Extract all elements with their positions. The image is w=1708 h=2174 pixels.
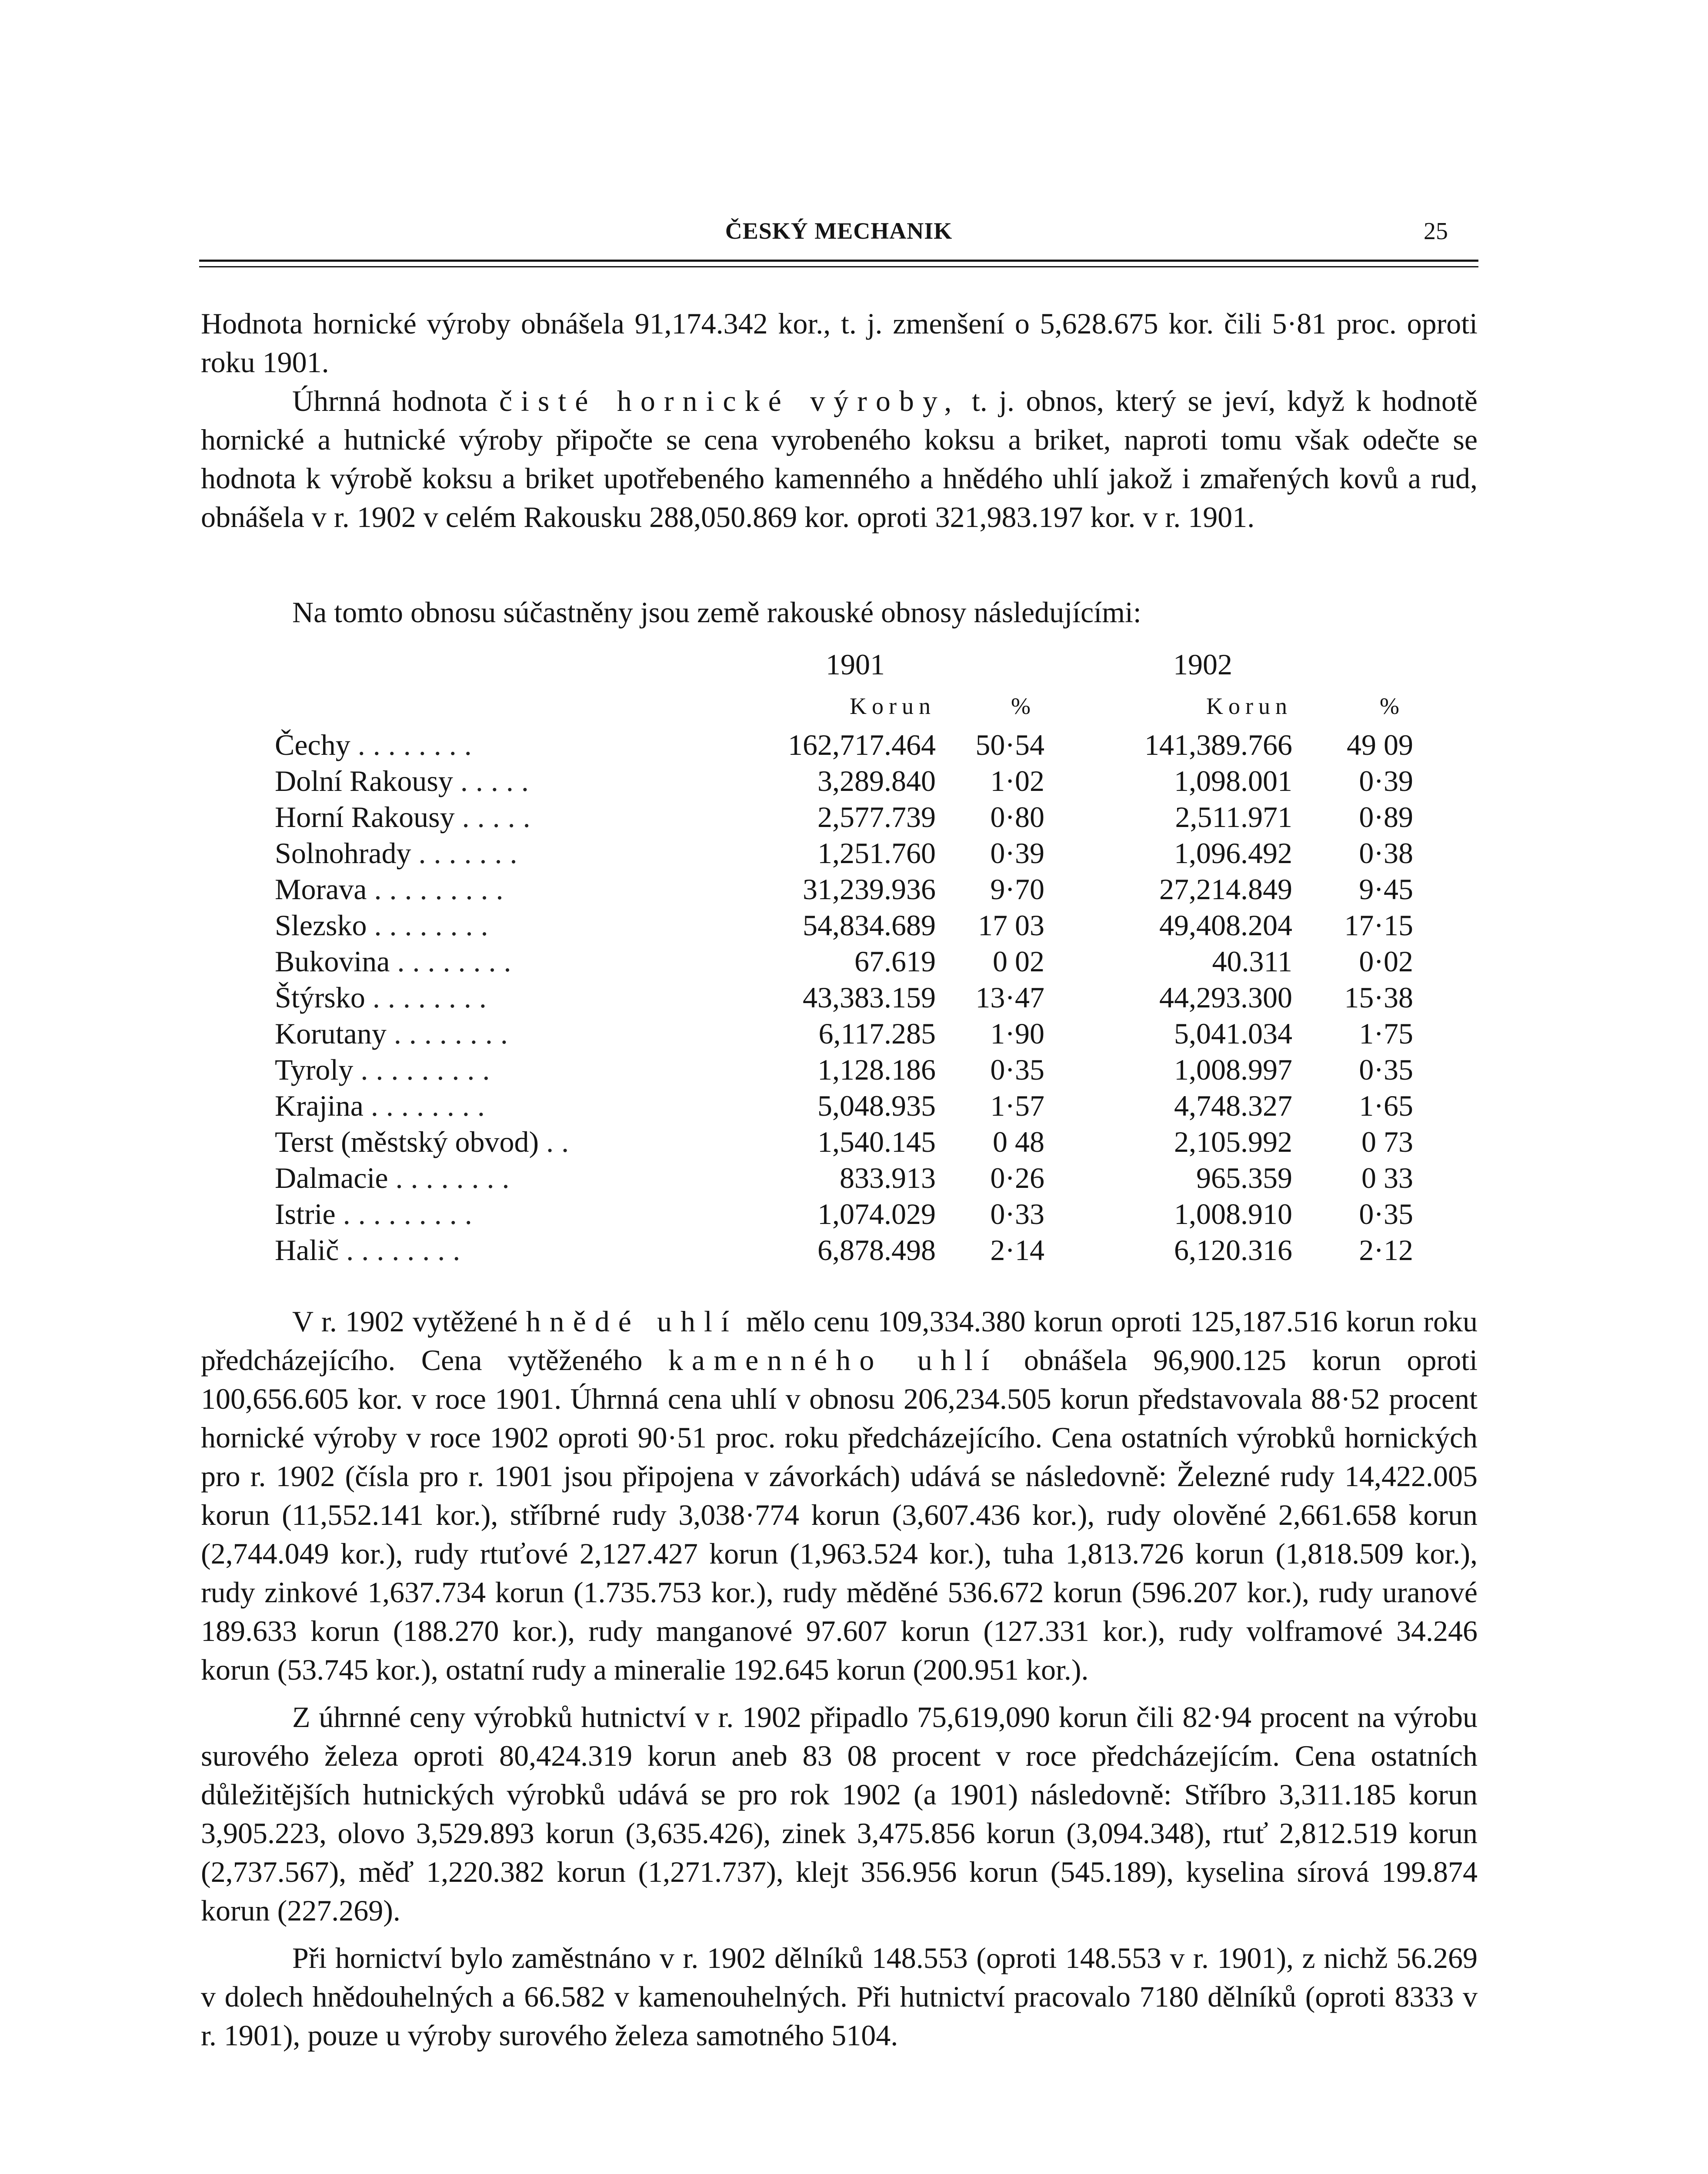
region-name: Solnohrady .......	[275, 837, 525, 870]
percent-1902: 15·38	[1344, 981, 1413, 1014]
korun-1902: 1,008.997	[1174, 1053, 1292, 1086]
coal-lead: V r. 1902 vytěžené	[292, 1305, 526, 1338]
region-name: Istrie .........	[275, 1197, 480, 1230]
percent-1901: 2·14	[990, 1234, 1044, 1267]
korun-1902: 1,008.910	[1174, 1197, 1292, 1230]
korun-1902: 1,096.492	[1174, 837, 1292, 870]
korun-1902: 44,293.300	[1159, 981, 1292, 1014]
korun-1901: 6,878.498	[817, 1234, 936, 1267]
percent-1901: 1·90	[990, 1017, 1044, 1050]
korun-1901: 3,289.840	[817, 764, 936, 797]
table-year-row	[275, 644, 1413, 685]
black-coal-spaced-term: kamenného uhlí	[668, 1344, 998, 1377]
region-name: Štýrsko ........	[275, 981, 494, 1014]
table-row	[275, 1232, 1413, 1268]
region-name: Halič ........	[275, 1234, 468, 1267]
korun-1902: 2,105.992	[1174, 1125, 1292, 1158]
table-row	[275, 1124, 1413, 1160]
percent-1901: 9·70	[990, 873, 1044, 906]
percent-1902: 0·35	[1359, 1053, 1413, 1086]
page-header	[199, 217, 1478, 248]
percent-1902: 9·45	[1359, 873, 1413, 906]
coal-middle: mělo cenu 109,334.380 korun oproti 125,187.516 korun roku předcházejícího. Cena vytěženého	[201, 1305, 1478, 1377]
table-row	[275, 1016, 1413, 1052]
net-value-body: t. j. obnos, který se jeví, když k hodnotě hornické a hutnické výroby připočte se cena vyrobeného koksu a briket, naproti tomu však odečte se hodnota k výrobě koksu a briket upotřebeného kamenného a hnědého uhlí jakož i zmařených kovů a rud, obnášela v r. 1902 v celém Rakousku 288,050.869 kor. oproti 321,983.197 kor. v r. 1901.	[201, 384, 1478, 533]
korun-1902: 4,748.327	[1174, 1089, 1292, 1122]
net-value-lead: Úhrnná hodnota	[292, 384, 499, 417]
unit-percent-1901: %	[1011, 693, 1036, 719]
percent-1902: 17·15	[1344, 909, 1413, 942]
region-name: Tyroly .........	[275, 1053, 498, 1086]
percent-1902: 0·38	[1359, 837, 1413, 870]
percent-1902: 49 09	[1347, 728, 1413, 761]
region-name: Dolní Rakousy .....	[275, 764, 537, 797]
table-row	[275, 799, 1413, 835]
korun-1901: 1,540.145	[817, 1125, 936, 1158]
coal-body: obnášela 96,900.125 korun oproti 100,656.605 kor. v roce 1901. Úhrnná cena uhlí v obnosu 206,234.505 korun představovala 88·52 procent hornické výroby v roce 1902 oproti 90·51 proc. roku předcházejícího. Cena ostatních výrobků hornických pro r. 1902 (čísla pro r. 1901 jsou připojena v závorkách) udává se následovně: Železné rudy 14,422.005 korun (11,552.141 kor.), stříbrné rudy 3,038·774 korun (3,607.436 kor.), rudy olověné 2,661.658 korun (2,744.049 kor.), rudy rtuťové 2,127.427 korun (1,963.524 kor.), tuha 1,813.726 korun (1,818.509 kor.), rudy zinkové 1,637.734 korun (1.735.753 kor.), rudy měděné 536.672 korun (596.207 kor.), rudy uranové 189.633 korun (188.270 kor.), rudy manganové 97.607 korun (127.331 kor.), rudy volframové 34.246 korun (53.745 kor.), ostatní rudy a mineralie 192.645 korun (200.951 kor.).	[201, 1344, 1478, 1686]
percent-1901: 0·35	[990, 1053, 1044, 1086]
unit-spacer	[275, 685, 718, 727]
percent-1901: 0 02	[993, 945, 1044, 978]
korun-1901: 833.913	[840, 1161, 936, 1194]
korun-1901: 54,834.689	[803, 909, 936, 942]
region-name: Čechy ........	[275, 728, 480, 761]
year-1901-header: 1901	[826, 647, 885, 681]
table-row	[275, 763, 1413, 799]
paragraph-mining-value: Hodnota hornické výroby obnášela 91,174.342 kor., t. j. zmenšení o 5,628.675 kor. čili 5·81 proc. oproti roku 1901.	[201, 307, 1478, 379]
table-row	[275, 1196, 1413, 1232]
percent-1902: 0·35	[1359, 1197, 1413, 1230]
body-text-block	[201, 1302, 1478, 2055]
region-name: Dalmacie ........	[275, 1161, 517, 1194]
brown-coal-spaced-term: hnědé uhlí	[526, 1305, 738, 1338]
region-name: Morava .........	[275, 873, 511, 906]
percent-1902: 0·02	[1359, 945, 1413, 978]
korun-1902: 40.311	[1212, 945, 1292, 978]
table-row	[275, 835, 1413, 871]
korun-1901: 31,239.936	[803, 873, 936, 906]
header-rule-thin	[199, 266, 1478, 267]
percent-1902: 0 33	[1361, 1161, 1413, 1194]
korun-1902: 5,041.034	[1174, 1017, 1292, 1050]
percent-1901: 13·47	[975, 981, 1044, 1014]
korun-1901: 2,577.739	[817, 800, 936, 834]
korun-1902: 141,389.766	[1144, 728, 1292, 761]
table-row	[275, 871, 1413, 907]
percent-1902: 2·12	[1359, 1234, 1413, 1267]
region-name: Terst (městský obvod) ..	[275, 1125, 577, 1158]
korun-1901: 1,251.760	[817, 837, 936, 870]
korun-1902: 965.359	[1196, 1161, 1292, 1194]
korun-1902: 6,120.316	[1174, 1234, 1292, 1267]
percent-1901: 0 48	[993, 1125, 1044, 1158]
percent-1902: 1·75	[1359, 1017, 1413, 1050]
table-row	[275, 980, 1413, 1016]
table-intro: Na tomto obnosu súčastněny jsou země rakouské obnosy následujícími:	[292, 596, 1141, 629]
year-1902-header: 1902	[1173, 647, 1232, 681]
percent-1901: 0·80	[990, 800, 1044, 834]
header-rule-thick	[199, 260, 1478, 262]
table-row	[275, 1088, 1413, 1124]
korun-1902: 49,408.204	[1159, 909, 1292, 942]
net-value-spaced-term: čisté hornické výroby,	[499, 384, 961, 417]
korun-1901: 5,048.935	[817, 1089, 936, 1122]
percent-1901: 50·54	[975, 728, 1044, 761]
paragraph-metallurgy: Z úhrnné ceny výrobků hutnictví v r. 1902 připadlo 75,619,090 korun čili 82·94 procent na výrobu surového železa oproti 80,424.319 korun aneb 83 08 procent v roce předcházejícím. Cena ostatních důležitějších hutnických výrobků udává se pro rok 1902 (a 1901) následovně: Stříbro 3,311.185 korun 3,905.223, olovo 3,529.893 korun (3,635.426), zinek 3,475.856 korun (3,094.348), rtuť 2,812.519 korun (2,737.567), měď 1,220.382 korun (1,271.737), klejt 356.956 korun (545.189), kyselina sírová 199.874 korun (227.269).	[201, 1701, 1478, 1927]
korun-1901: 1,074.029	[817, 1197, 936, 1230]
intro-text-block	[201, 304, 1478, 537]
region-name: Korutany ........	[275, 1017, 516, 1050]
korun-1901: 162,717.464	[788, 728, 936, 761]
korun-1902: 1,098.001	[1174, 764, 1292, 797]
region-name: Krajina ........	[275, 1089, 493, 1122]
table-unit-row	[275, 685, 1413, 727]
paragraph-workers: Při hornictví bylo zaměstnáno v r. 1902 dělníků 148.553 (oproti 148.553 v r. 1901), z nichž 56.269 v dolech hnědouhelných a 66.582 v kamenouhelných. Při hutnictví pracovalo 7180 dělníků (oproti 8333 v r. 1901), pouze u výroby surového železa samotného 5104.	[201, 1941, 1478, 2052]
paragraph-coal-prices	[201, 1302, 1478, 1689]
percent-1901: 1·02	[990, 764, 1044, 797]
korun-1901: 6,117.285	[818, 1017, 936, 1050]
korun-1901: 67.619	[854, 945, 936, 978]
running-title: ČESKÝ MECHANIK	[725, 218, 953, 244]
percent-1901: 0·26	[990, 1161, 1044, 1194]
region-value-table	[275, 644, 1413, 1268]
table-row	[275, 727, 1413, 763]
percent-1902: 0 73	[1361, 1125, 1413, 1158]
percent-1902: 0·89	[1359, 800, 1413, 834]
percent-1902: 1·65	[1359, 1089, 1413, 1122]
percent-1901: 1·57	[990, 1089, 1044, 1122]
table-row	[275, 944, 1413, 980]
table-row	[275, 1052, 1413, 1088]
region-name: Bukovina ........	[275, 945, 519, 978]
page-number: 25	[1424, 218, 1448, 245]
unit-korun-1902: Korun	[1206, 693, 1292, 719]
region-name: Slezsko ........	[275, 909, 496, 942]
paragraph-net-value	[201, 382, 1478, 537]
korun-1902: 27,214.849	[1159, 873, 1292, 906]
unit-korun-1901: Korun	[850, 693, 936, 719]
percent-1901: 0·39	[990, 837, 1044, 870]
korun-1901: 43,383.159	[803, 981, 936, 1014]
table-row	[275, 907, 1413, 944]
year-spacer	[275, 644, 718, 685]
percent-1901: 17 03	[978, 909, 1044, 942]
table-row	[275, 1160, 1413, 1196]
korun-1902: 2,511.971	[1175, 800, 1292, 834]
unit-percent-1902: %	[1380, 693, 1404, 719]
korun-1901: 1,128.186	[817, 1053, 936, 1086]
region-name: Horní Rakousy .....	[275, 800, 538, 834]
percent-1901: 0·33	[990, 1197, 1044, 1230]
percent-1902: 0·39	[1359, 764, 1413, 797]
